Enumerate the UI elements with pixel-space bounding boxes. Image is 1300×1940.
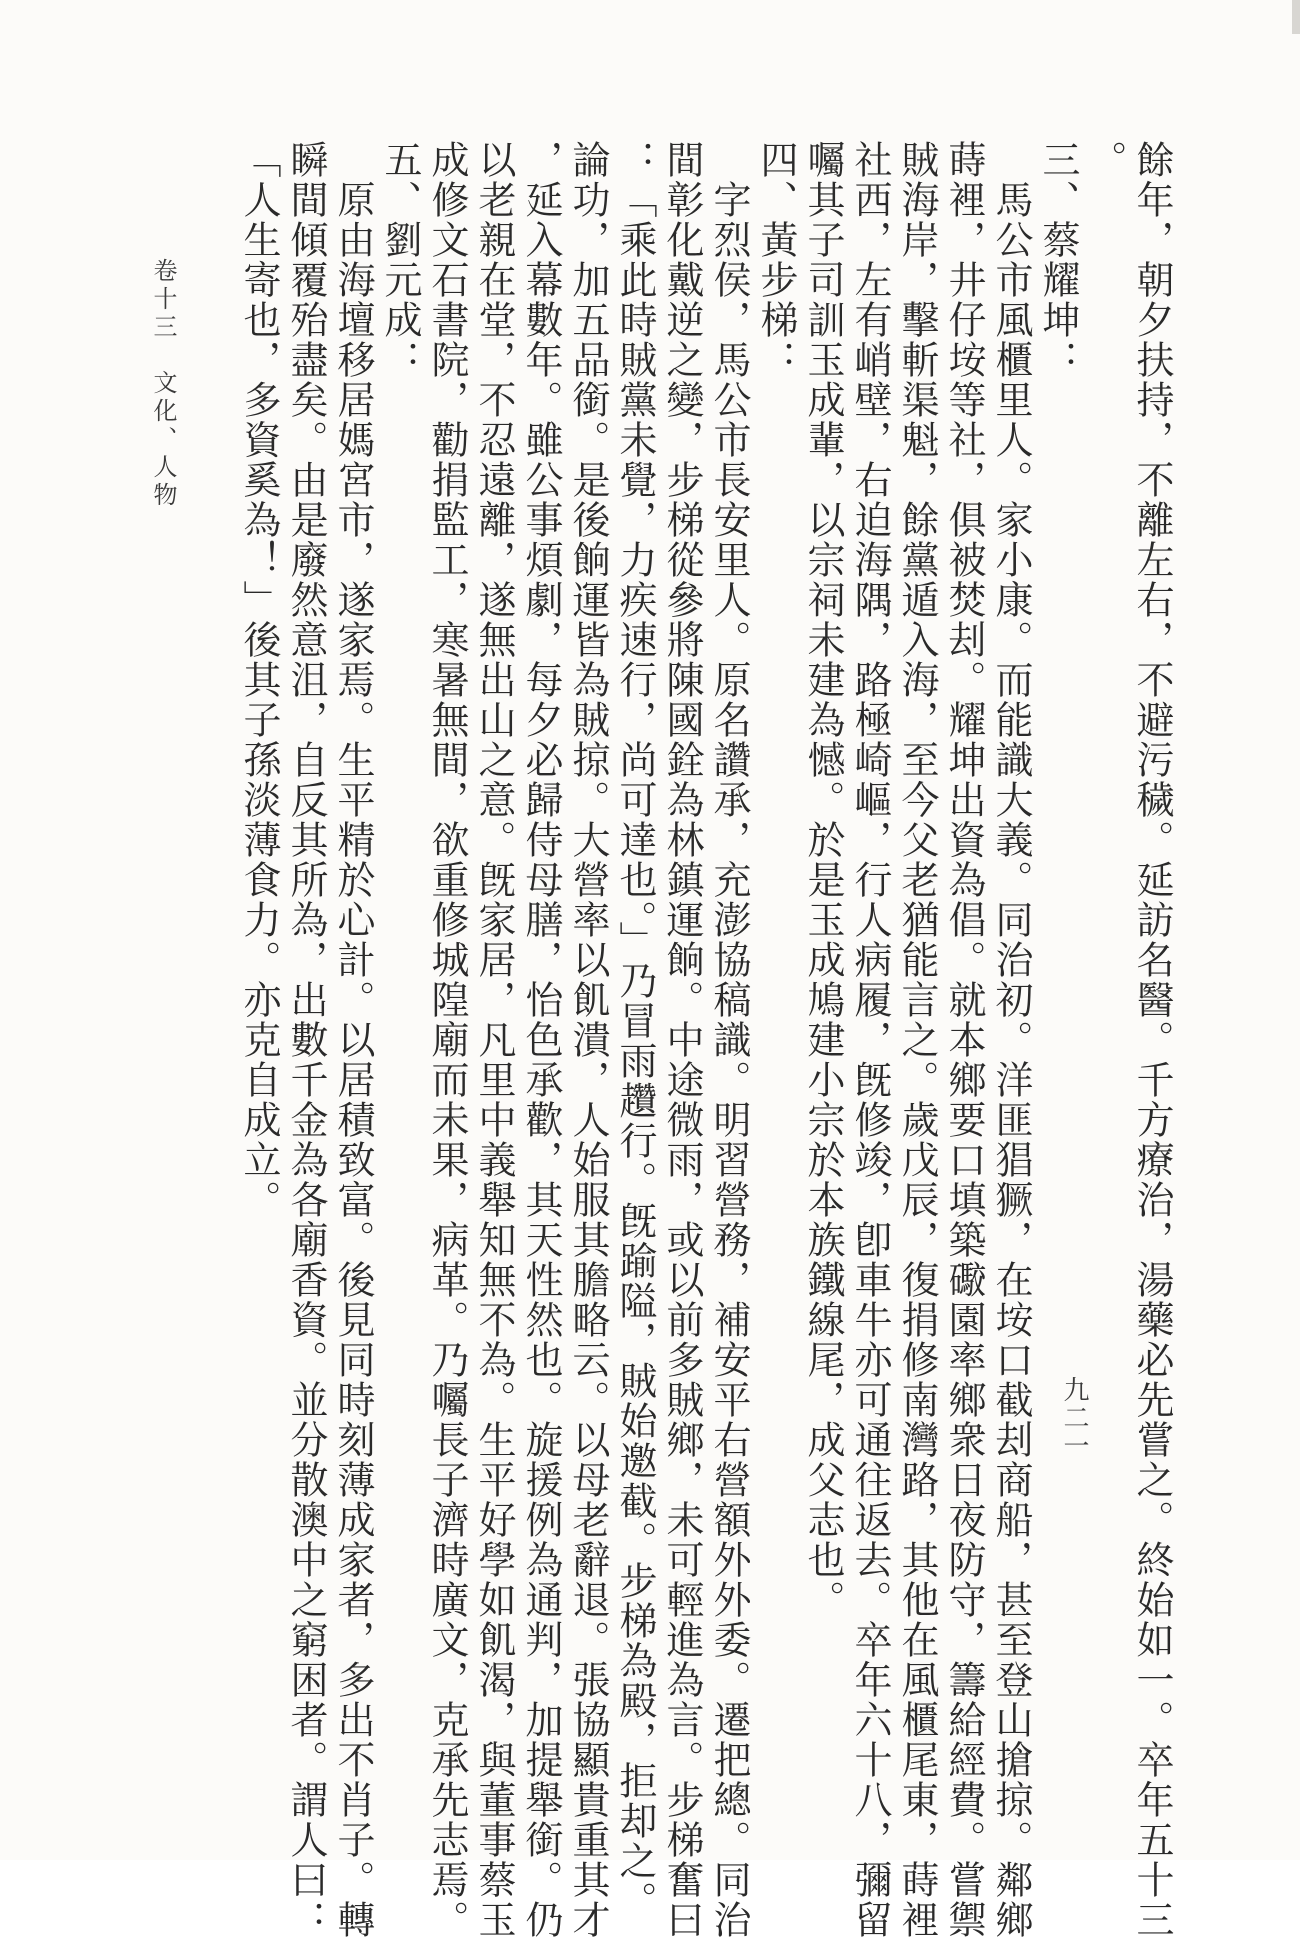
text-column: 社西，左有峭壁，右迫海隅，路極崎嶇，行人病履，旣修竣，卽車牛亦可通往返去。卒年六十八，彌留 <box>848 140 892 1940</box>
page-number: 九二一 <box>1059 1376 1089 1460</box>
vertical-body-text <box>235 140 1175 1940</box>
section-heading: 三、蔡耀坤： <box>1036 140 1080 380</box>
section-heading: 四、黃步梯： <box>754 140 798 380</box>
text-column: 成修文石書院，勸捐監工，寒暑無間，欲重修城隍廟而未果，病革。乃囑長子濟時廣文，克承先志焉。 <box>425 140 469 1940</box>
text-column: 蒔裡，井仔垵等社，俱被焚刦。耀坤出資為倡。就本鄉要口填築礮園率鄉衆日夜防守，籌給經費。嘗禦 <box>942 140 986 1940</box>
running-head: 卷十三 文化、人物 <box>149 258 177 510</box>
text-column: 賊海岸，擊斬渠魁，餘黨遁入海，至今父老猶能言之。歲戊辰，復捐修南灣路，其他在風櫃尾東，蒔裡 <box>895 140 939 1940</box>
text-column: 論功，加五品銜。是後餉運皆為賊掠。大營率以飢潰，人始服其膽略云。以母老辭退。張協顯貴重其才 <box>566 140 610 1940</box>
text-column: 「人生寄也，多資奚為！」後其子孫淡薄食力。亦克自成立。 <box>237 140 281 1220</box>
text-column: 瞬間傾覆殆盡矣。由是廢然意沮，自反其所為，出數千金為各廟香資。並分散澳中之窮困者。謂人曰： <box>284 140 328 1940</box>
text-column: 馬公市風櫃里人。家小康。而能識大義。同治初。洋匪猖獗，在垵口截刦商船，甚至登山搶掠。鄰鄉 <box>989 140 1033 1940</box>
page-edge-shadow <box>1292 0 1300 34</box>
section-heading: 五、劉元成： <box>378 140 422 380</box>
text-column: ，延入幕數年。雖公事煩劇，每夕必歸侍母膳，怡色承歡，其天性然也。旋援例為通判，加提舉銜。仍 <box>519 140 563 1940</box>
text-column: 。 <box>1083 140 1127 180</box>
text-column: 餘年，朝夕扶持，不離左右，不避污穢。延訪名醫。千方療治，湯藥必先嘗之。終始如一。卒年五十三 <box>1130 140 1174 1940</box>
text-column: 囑其子司訓玉成輩，以宗祠未建為憾。於是玉成鳩建小宗於本族鐵線尾，成父志也。 <box>801 140 845 1620</box>
text-column: ：「乘此時賊黨未覺，力疾速行，尚可達也。」乃冒雨趲行。旣踰隘，賊始邀截。步梯為殿，拒却之。 <box>613 140 657 1921</box>
text-column: 以老親在堂，不忍遠離，遂無出山之意。旣家居，凡里中義舉知無不為。生平好學如飢渴，與董事蔡玉 <box>472 140 516 1940</box>
text-column: 字烈侯，馬公市長安里人。原名讚承，充澎協稿識。明習營務，補安平右營額外外委。遷把總。同治 <box>707 140 751 1940</box>
text-column: 間彰化戴逆之變，步梯從參將陳國銓為林鎮運餉。中途微雨，或以前多賊鄉，未可輕進為言。步梯奮曰 <box>660 140 704 1940</box>
text-column: 原由海壇移居媽宮市，遂家焉。生平精於心計。以居積致富。後見同時刻薄成家者，多出不肖子。轉 <box>331 140 375 1940</box>
